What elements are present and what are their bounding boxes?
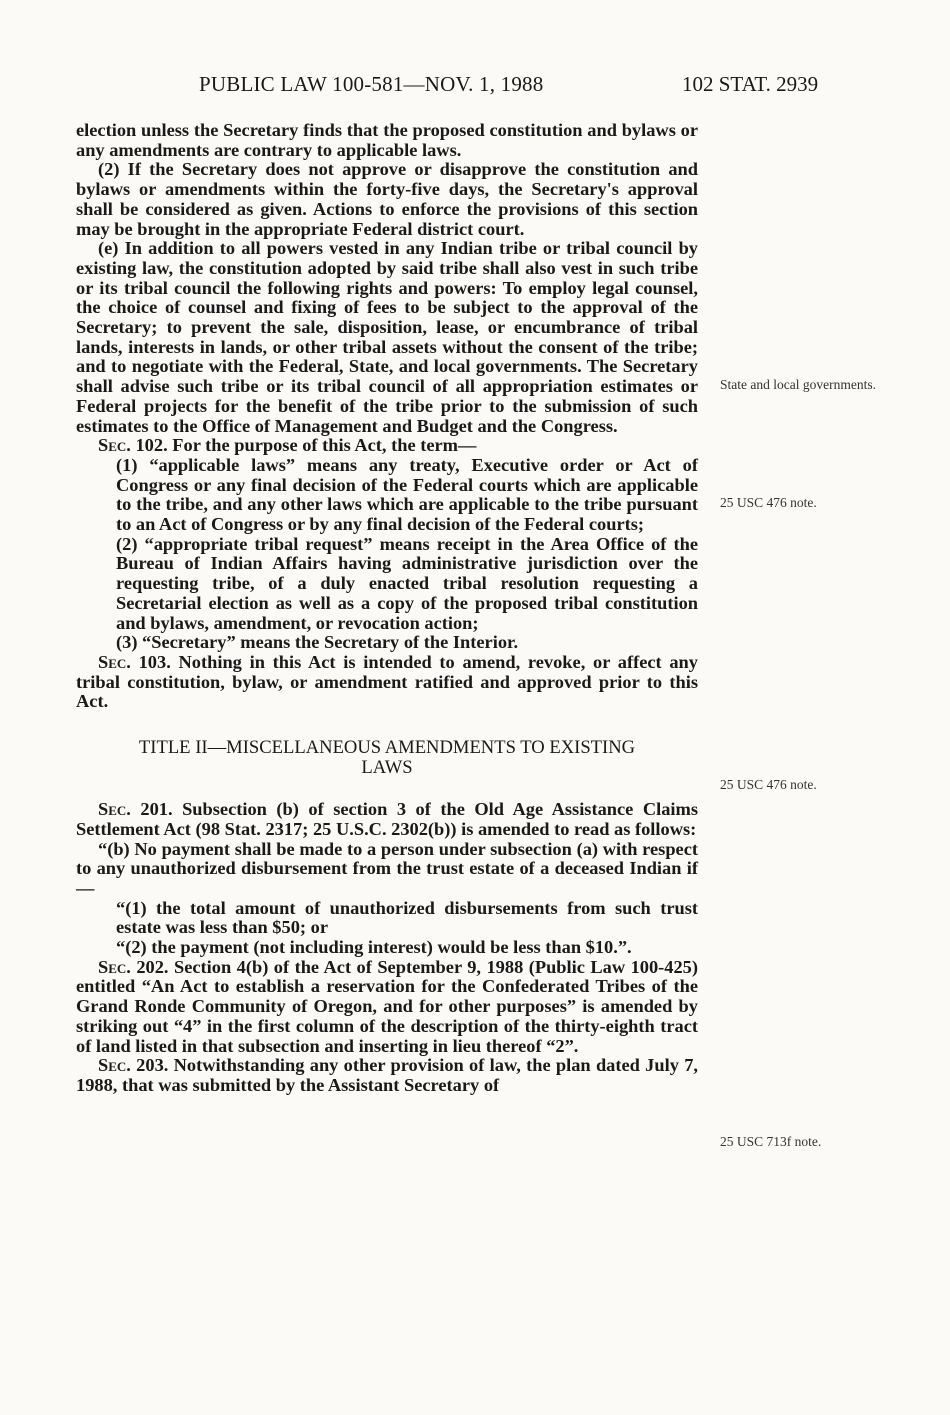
section-201-text: Subsection (b) of section 3 of the Old Age Assistance Claims Settlement Act (98 Stat. 2317; 25 U.S.C. 2302(b)) is amended to read as follows:	[76, 799, 698, 839]
page-header	[0, 72, 950, 100]
header-stat-page: 102 STAT. 2939	[682, 72, 819, 96]
section-201-quote-item-1: “(1) the total amount of unauthorized disbursements from such trust estate was less than $50; or	[116, 897, 698, 938]
section-102	[76, 436, 698, 456]
margin-note-usc-sec202: 25 USC 713f note.	[720, 1134, 822, 1149]
header-public-law: PUBLIC LAW 100-581—NOV. 1, 1988	[199, 72, 544, 96]
paragraph-e: (e) In addition to all powers vested in any Indian tribe or tribal council by existing law, the constitution adopted by said tribe shall also vest in such tribe or its tribal council the following rights and powers: To employ legal counsel, the choice of counsel and fixing of fees to be subject to the approval of the Secretary; to prevent the sale, disposition, lease, or encumbrance of tribal lands, interests in lands, or other tribal assets without the consent of the tribe; and to negotiate with the Federal, State, and local governments. The Secretary shall advise such tribe or its tribal council of all appropriation estimates or Federal projects for the benefit of the tribe prior to the submission of such estimates to the Office of Management and Budget and the Congress.	[76, 238, 698, 436]
paragraph-d2: (2) If the Secretary does not approve or disapprove the constitution and bylaws or amendments within the forty-five days, the Secretary's approval shall be considered as given. Actions to enforce the provisions of this section may be brought in the appropriate Federal district court.	[76, 159, 698, 239]
body-text	[76, 121, 698, 1096]
title-ii-line1: TITLE II—MISCELLANEOUS AMENDMENTS TO EXISTING	[138, 737, 636, 759]
margin-note-usc-sec102: 25 USC 476 note.	[720, 495, 817, 510]
margin-note-usc-sec103: 25 USC 476 note.	[720, 777, 817, 792]
section-201-quote-item-2: “(2) the payment (not including interest) would be less than $10.”.	[116, 937, 632, 958]
margin-note-state-local: State and local governments.	[720, 377, 876, 392]
definition-tribal-request: (2) “appropriate tribal request” means receipt in the Area Office of the Bureau of Indian Affairs having administrative jurisdiction over the requesting tribe, of a duly enacted tribal resolution requesting a Secretarial election as well as a copy of the proposed tribal constitution and bylaws, amendment, or revocation action;	[116, 533, 698, 633]
section-201	[76, 800, 698, 839]
section-103-label: Sec. 103.	[98, 651, 171, 672]
section-203-label: Sec. 203.	[98, 1055, 169, 1076]
section-103-text: Nothing in this Act is intended to amend, revoke, or affect any tribal constitution, bylaw, or amendment ratified and approved prior to this Act.	[76, 651, 698, 712]
title-ii-heading	[76, 738, 698, 778]
section-103	[76, 653, 698, 712]
section-202-text: Section 4(b) of the Act of September 9, 1988 (Public Law 100-425) entitled “An Act to establish a reservation for the Confederated Tribes of the Grand Ronde Community of Oregon, and for other purposes” is amended by striking out “4” in the first column of the description of the thirty-eighth tract of land listed in that subsection and inserting in lieu thereof “2”.	[76, 956, 698, 1056]
section-203-text: Notwithstanding any other provision of law, the plan dated July 7, 1988, that was submitted by the Assistant Secretary of	[76, 1055, 698, 1095]
section-201-quote: “(b) No payment shall be made to a person under subsection (a) with respect to any unauthorized disbursement from the trust estate of a deceased Indian if—	[76, 838, 698, 898]
section-102-text: For the purpose of this Act, the term—	[172, 435, 477, 456]
title-ii-line2: LAWS	[361, 757, 413, 779]
paragraph-continuation: election unless the Secretary finds that the proposed constitution and bylaws or any amendments are contrary to applicable laws.	[76, 120, 698, 160]
definition-applicable-laws: (1) “applicable laws” means any treaty, Executive order or Act of Congress or any final decision of the Federal courts which are applicable to the tribe, and any other laws which are applicable to the tribe pursuant to an Act of Congress or by any final decision of the Federal courts;	[116, 454, 698, 535]
section-201-label: Sec. 201.	[98, 799, 173, 820]
section-202	[76, 958, 698, 1057]
definition-secretary: (3) “Secretary” means the Secretary of the Interior.	[116, 632, 519, 653]
section-203	[76, 1056, 698, 1095]
section-202-label: Sec. 202.	[98, 956, 169, 977]
section-102-label: Sec. 102.	[98, 435, 168, 456]
